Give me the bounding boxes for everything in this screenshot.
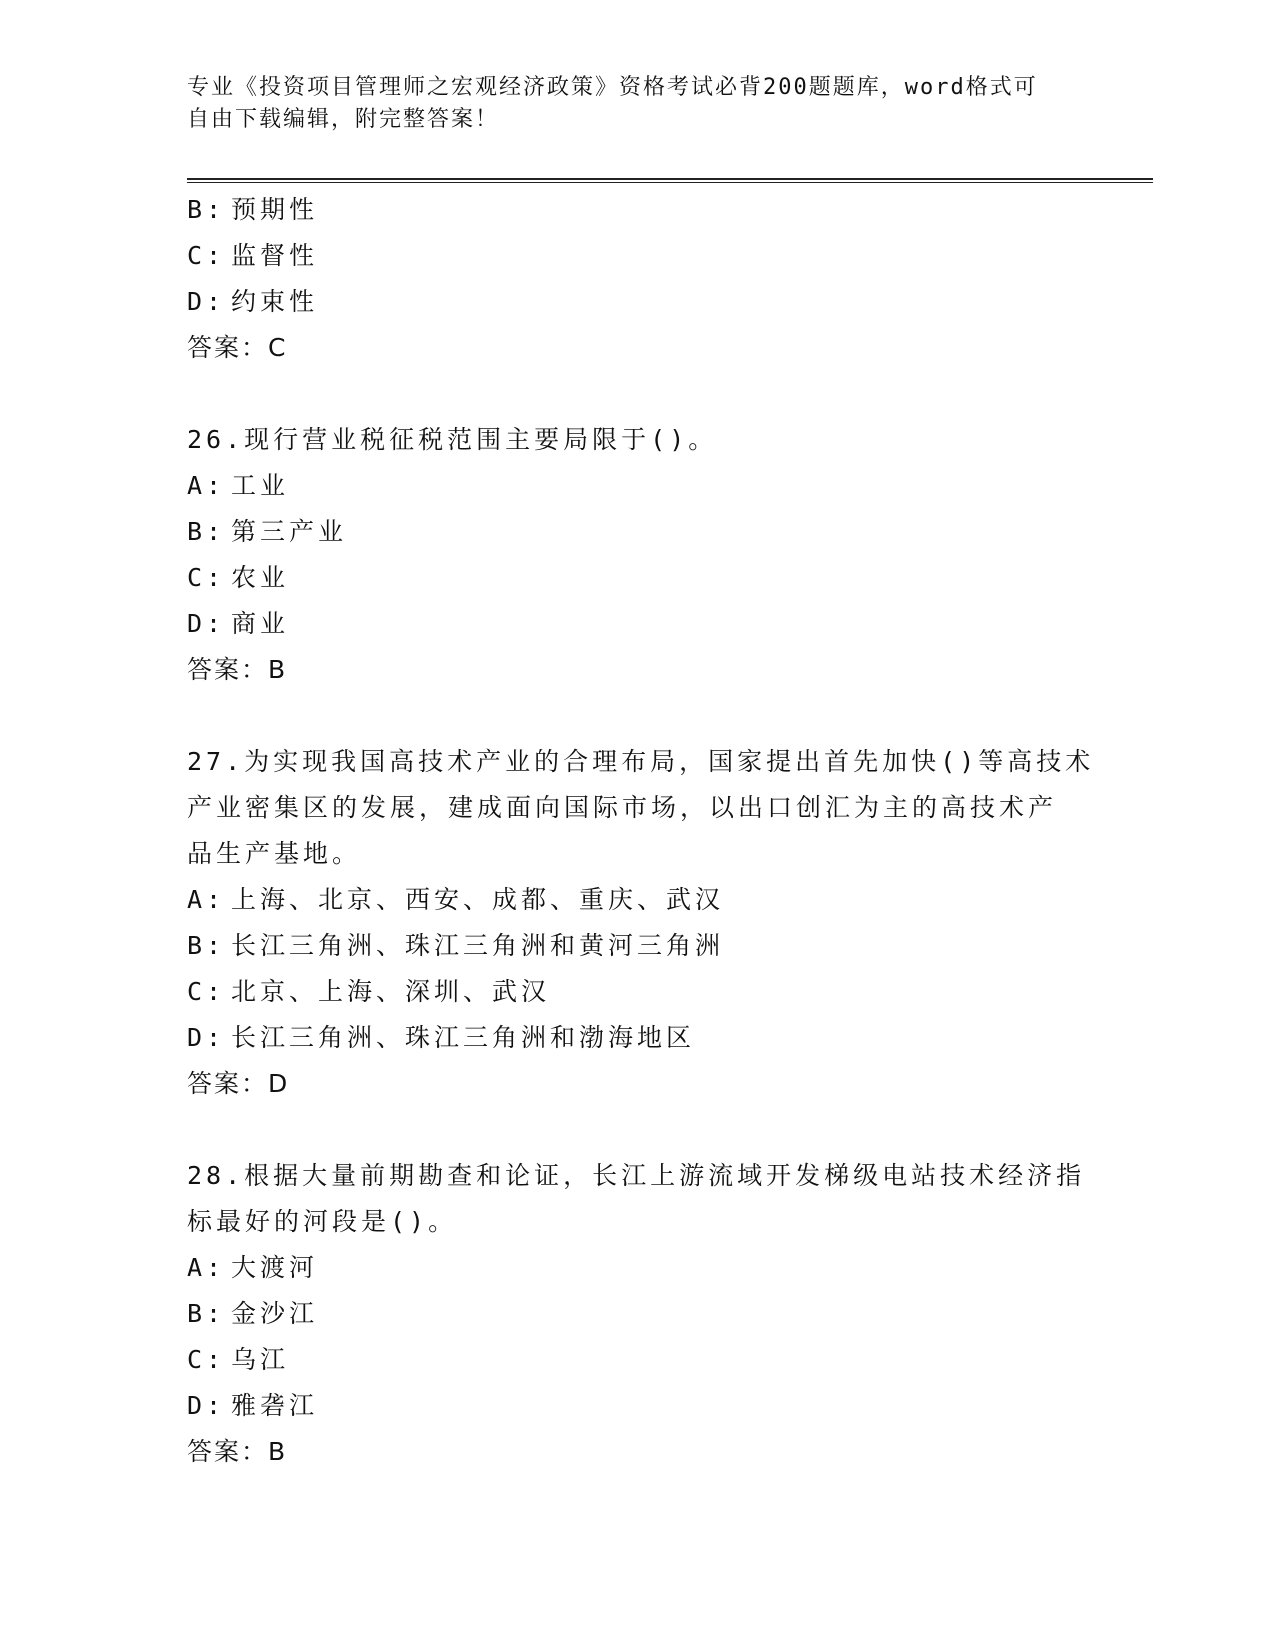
option-c xyxy=(187,233,1087,279)
option-text: 大渡河 xyxy=(231,1253,319,1282)
option-label: B: xyxy=(187,931,226,960)
option-c xyxy=(187,555,1087,601)
option-d xyxy=(187,1015,1087,1061)
question-stem-line: 品生产基地。 xyxy=(187,839,362,868)
answer: 答案：B xyxy=(187,1437,288,1466)
question-27 xyxy=(187,739,1095,1107)
option-a xyxy=(187,1245,1087,1291)
option-a xyxy=(187,463,1087,509)
option-text: 监督性 xyxy=(231,241,319,270)
question-stem-line: 28.根据大量前期勘查和论证，长江上游流域开发梯级电站技术经济指 xyxy=(187,1161,1086,1190)
page-header xyxy=(187,72,1067,136)
option-d xyxy=(187,1383,1087,1429)
option-d xyxy=(187,279,1087,325)
option-b xyxy=(187,1291,1087,1337)
option-label: B: xyxy=(187,1299,226,1328)
option-label: D: xyxy=(187,609,226,638)
option-text: 长江三角洲、珠江三角洲和渤海地区 xyxy=(231,1023,696,1052)
option-b xyxy=(187,509,1087,555)
option-label: A: xyxy=(187,471,226,500)
question-26 xyxy=(187,417,1087,693)
header-divider xyxy=(187,178,1153,183)
option-label: D: xyxy=(187,287,226,316)
option-text: 雅砻江 xyxy=(231,1391,319,1420)
question-28 xyxy=(187,1153,1087,1475)
option-b xyxy=(187,923,1087,969)
option-label: A: xyxy=(187,1253,226,1282)
option-text: 农业 xyxy=(231,563,290,592)
option-label: D: xyxy=(187,1023,226,1052)
option-text: 上海、北京、西安、成都、重庆、武汉 xyxy=(231,885,725,914)
option-text: 北京、上海、深圳、武汉 xyxy=(231,977,551,1006)
option-text: 乌江 xyxy=(231,1345,290,1374)
option-label: D: xyxy=(187,1391,226,1420)
option-label: C: xyxy=(187,977,226,1006)
option-label: C: xyxy=(187,241,226,270)
answer: 答案：D xyxy=(187,1069,290,1098)
header-title-line-2: 自由下载编辑，附完整答案！ xyxy=(187,107,500,132)
option-label: C: xyxy=(187,563,226,592)
option-a xyxy=(187,877,1087,923)
option-label: B: xyxy=(187,517,226,546)
option-text: 工业 xyxy=(231,471,290,500)
question-stem: 26.现行营业税征税范围主要局限于()。 xyxy=(187,425,718,454)
option-label: C: xyxy=(187,1345,226,1374)
option-b xyxy=(187,187,1087,233)
option-text: 第三产业 xyxy=(231,517,348,546)
answer: 答案：B xyxy=(187,655,288,684)
question-continued xyxy=(187,187,1087,371)
option-label: A: xyxy=(187,885,226,914)
header-title-line-1: 专业《投资项目管理师之宏观经济政策》资格考试必背200题题库，word格式可 xyxy=(187,75,1038,100)
option-c xyxy=(187,969,1087,1015)
question-stem-line: 27.为实现我国高技术产业的合理布局，国家提出首先加快()等高技术 xyxy=(187,747,1095,776)
question-stem-line: 产业密集区的发展，建成面向国际市场，以出口创汇为主的高技术产 xyxy=(187,793,1058,822)
option-label: B: xyxy=(187,195,226,224)
option-text: 约束性 xyxy=(231,287,319,316)
question-list xyxy=(187,187,1095,1475)
option-text: 长江三角洲、珠江三角洲和黄河三角洲 xyxy=(231,931,725,960)
option-d xyxy=(187,601,1087,647)
option-text: 金沙江 xyxy=(231,1299,319,1328)
option-c xyxy=(187,1337,1087,1383)
option-text: 预期性 xyxy=(231,195,319,224)
question-stem-line: 标最好的河段是()。 xyxy=(187,1207,458,1236)
option-text: 商业 xyxy=(231,609,290,638)
answer: 答案：C xyxy=(187,333,288,362)
